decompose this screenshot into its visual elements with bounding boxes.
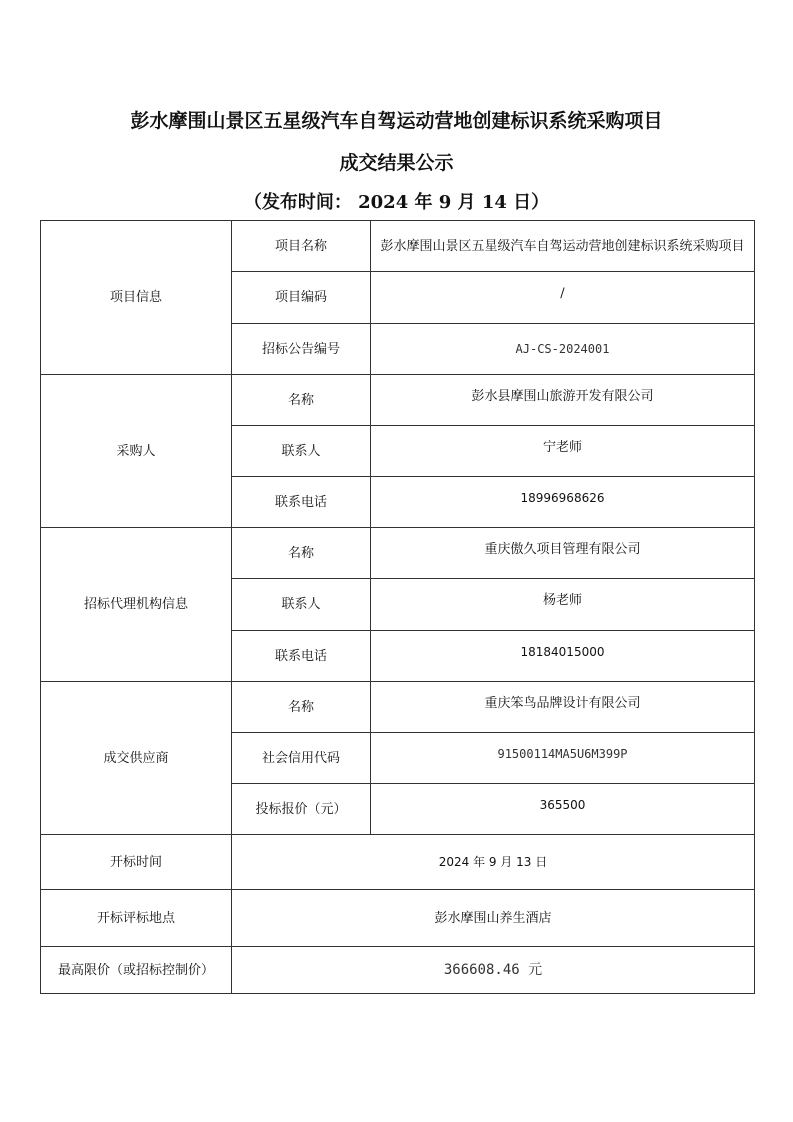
notice-number-value: AJ-CS-2024001 (371, 324, 755, 375)
project-code-value: / (371, 272, 755, 324)
purchaser-contact-label: 联系人 (232, 426, 371, 477)
open-time-value: 2024 年 9 月 13 日 (232, 835, 755, 890)
agency-contact-value: 杨老师 (371, 579, 755, 631)
agency-phone-label: 联系电话 (232, 631, 371, 682)
section-agency: 招标代理机构信息 (41, 528, 232, 682)
table-row (41, 947, 755, 994)
project-name-value: 彭水摩围山景区五星级汽车自驾运动营地创建标识系统采购项目 (371, 221, 755, 272)
supplier-name-label: 名称 (232, 682, 371, 733)
publish-date: （发布时间： 2024 年 9 月 14 日） (243, 192, 550, 213)
agency-name-value: 重庆傲久项目管理有限公司 (371, 528, 755, 579)
project-code-label: 项目编码 (232, 272, 371, 324)
agency-contact-label: 联系人 (232, 579, 371, 631)
agency-name-label: 名称 (232, 528, 371, 579)
purchaser-phone-value: 18996968626 (371, 477, 755, 528)
table-row (41, 221, 755, 272)
location-label: 开标评标地点 (41, 890, 232, 947)
table-row (41, 528, 755, 579)
supplier-credit-value: 91500114MA5U6M399P (371, 733, 755, 784)
purchaser-name-value: 彭水县摩围山旅游开发有限公司 (371, 375, 755, 426)
supplier-price-label: 投标报价（元） (232, 784, 371, 835)
table-row (41, 682, 755, 733)
supplier-price-value: 365500 (371, 784, 755, 835)
purchaser-name-label: 名称 (232, 375, 371, 426)
document-title: 彭水摩围山景区五星级汽车自驾运动营地创建标识系统采购项目 (130, 110, 663, 132)
purchaser-phone-label: 联系电话 (232, 477, 371, 528)
section-supplier: 成交供应商 (41, 682, 232, 835)
result-table (40, 220, 755, 994)
table-row (41, 375, 755, 426)
supplier-name-value: 重庆笨鸟品牌设计有限公司 (371, 682, 755, 733)
section-purchaser: 采购人 (41, 375, 232, 528)
agency-phone-value: 18184015000 (371, 631, 755, 682)
location-value: 彭水摩围山养生酒店 (232, 890, 755, 947)
project-name-label: 项目名称 (232, 221, 371, 272)
max-price-value: 366608.46 元 (232, 947, 755, 994)
max-price-label: 最高限价（或招标控制价） (41, 947, 232, 994)
purchaser-contact-value: 宁老师 (371, 426, 755, 477)
open-time-label: 开标时间 (41, 835, 232, 890)
notice-number-label: 招标公告编号 (232, 324, 371, 375)
table-row (41, 835, 755, 890)
section-project-info: 项目信息 (41, 221, 232, 375)
supplier-credit-label: 社会信用代码 (232, 733, 371, 784)
document-subtitle: 成交结果公示 (339, 152, 454, 174)
table-row (41, 890, 755, 947)
